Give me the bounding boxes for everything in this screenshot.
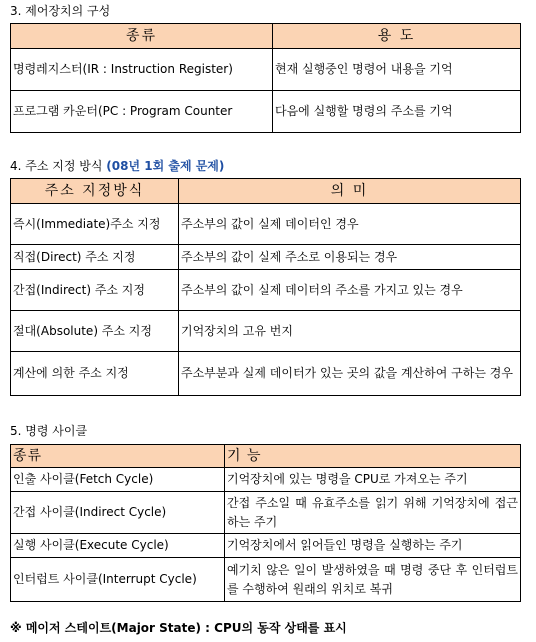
table-cell: 주소부의 값이 실제 데이터의 주소를 가지고 있는 경우 bbox=[179, 270, 521, 311]
table-row bbox=[11, 311, 521, 352]
column-header: 의 미 bbox=[179, 179, 521, 204]
column-header: 용 도 bbox=[273, 24, 521, 49]
table-cell: 즉시(Immediate)주소 지정 bbox=[11, 204, 179, 245]
table-cell: 간접 주소일 때 유효주소를 읽기 위해 기억장치에 접근하는 주기 bbox=[225, 492, 521, 534]
table-row bbox=[11, 270, 521, 311]
table-cell: 주소부분과 실제 데이터가 있는 곳의 값을 계산하여 구하는 경우 bbox=[179, 352, 521, 396]
table-cell: 예기치 않은 일이 발생하였을 때 명령 중단 후 인터럽트를 수행하여 원래의 위치로 복귀 bbox=[225, 558, 521, 602]
table-cell: 기억장치의 고유 번지 bbox=[179, 311, 521, 352]
table-header-row bbox=[11, 24, 521, 49]
section-5-title: 5. 명령 사이클 bbox=[10, 424, 88, 438]
exam-note: (08년 1회 출제 문제) bbox=[106, 159, 225, 173]
table-cell: 인터럽트 사이클(Interrupt Cycle) bbox=[11, 558, 225, 602]
table-row bbox=[11, 534, 521, 558]
major-state-note: ※ 메이저 스테이트(Major State) : CPU의 동작 상태를 표시 bbox=[10, 621, 347, 635]
table-row bbox=[11, 49, 521, 91]
column-header: 종류 bbox=[11, 24, 273, 49]
table-row bbox=[11, 245, 521, 270]
table-cell: 직접(Direct) 주소 지정 bbox=[11, 245, 179, 270]
control-unit-table bbox=[10, 23, 521, 133]
table-header-row bbox=[11, 445, 521, 468]
table-cell: 기억장치에 있는 명령을 CPU로 가져오는 주기 bbox=[225, 468, 521, 492]
table-cell: 주소부의 값이 실제 주소로 이용되는 경우 bbox=[179, 245, 521, 270]
table-cell: 실행 사이클(Execute Cycle) bbox=[11, 534, 225, 558]
column-header: 주소 지정방식 bbox=[11, 179, 179, 204]
column-header: 종류 bbox=[11, 445, 225, 468]
addressing-mode-table bbox=[10, 178, 521, 396]
section-4-title-text: 4. 주소 지정 방식 bbox=[10, 159, 103, 173]
table-cell: 프로그램 카운터(PC : Program Counter bbox=[11, 91, 273, 133]
table-row bbox=[11, 492, 521, 534]
table-row bbox=[11, 468, 521, 492]
table-cell: 간접 사이클(Indirect Cycle) bbox=[11, 492, 225, 534]
table-cell: 계산에 의한 주소 지정 bbox=[11, 352, 179, 396]
table-row bbox=[11, 558, 521, 602]
column-header: 기 능 bbox=[225, 445, 521, 468]
instruction-cycle-table bbox=[10, 444, 521, 602]
table-cell: 현재 실행중인 명령어 내용을 기억 bbox=[273, 49, 521, 91]
table-cell: 간접(Indirect) 주소 지정 bbox=[11, 270, 179, 311]
table-row bbox=[11, 352, 521, 396]
table-row bbox=[11, 204, 521, 245]
table-cell: 인출 사이클(Fetch Cycle) bbox=[11, 468, 225, 492]
table-header-row bbox=[11, 179, 521, 204]
table-cell: 명령레지스터(IR : Instruction Register) bbox=[11, 49, 273, 91]
table-cell: 주소부의 값이 실제 데이터인 경우 bbox=[179, 204, 521, 245]
section-4-title bbox=[10, 159, 224, 173]
section-3-title: 3. 제어장치의 구성 bbox=[10, 4, 111, 18]
table-cell: 다음에 실행할 명령의 주소를 기억 bbox=[273, 91, 521, 133]
table-cell: 절대(Absolute) 주소 지정 bbox=[11, 311, 179, 352]
table-row bbox=[11, 91, 521, 133]
table-cell: 기억장치에서 읽어들인 명령을 실행하는 주기 bbox=[225, 534, 521, 558]
